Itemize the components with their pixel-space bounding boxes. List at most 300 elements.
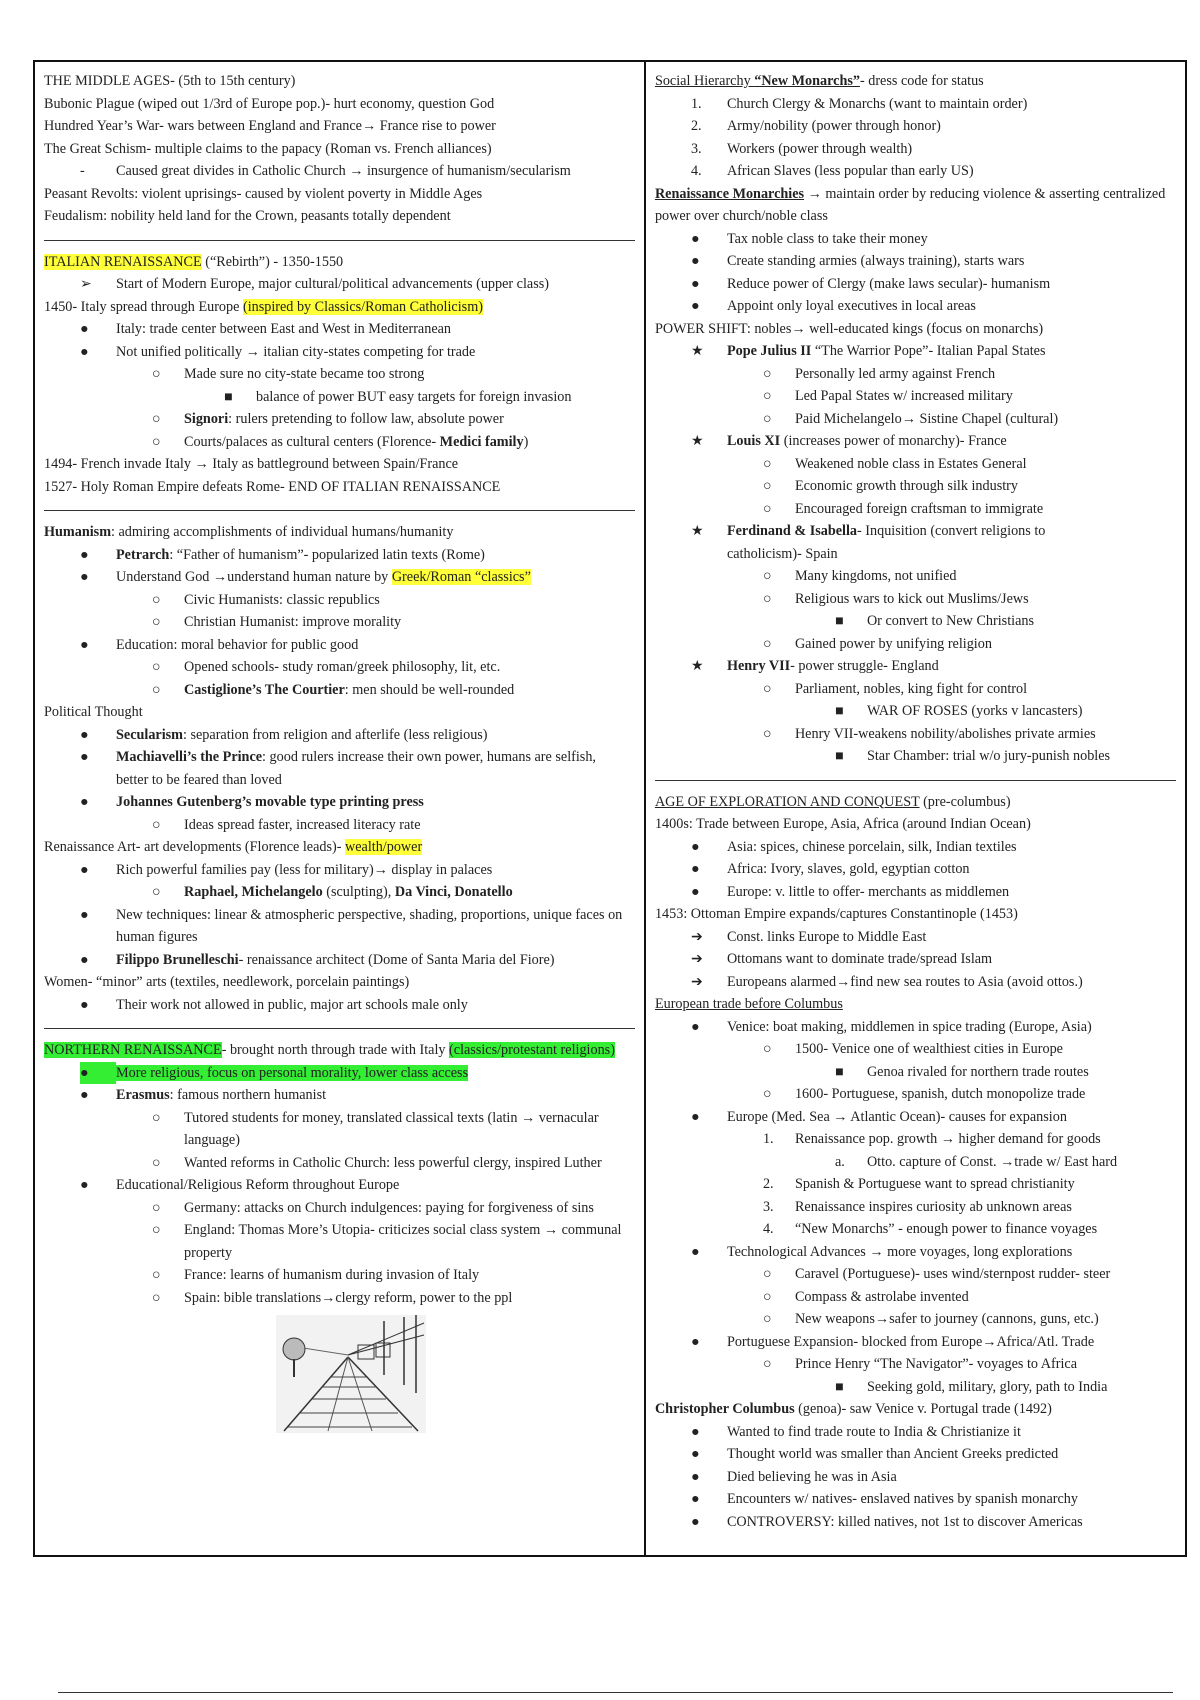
text-span: Filippo Brunelleschi [116,951,239,968]
left-column [35,62,646,1555]
list-item [655,453,1176,476]
text-span: Courts/palaces as cultural centers (Florence- [184,433,440,450]
text-span [184,408,635,431]
text-span: Europeans alarmed→find new sea routes to Asia (avoid ottos.) [726,973,1083,990]
list-item [44,994,635,1017]
text-span: Ottomans want to dominate trade/spread Islam [726,951,993,967]
text-span: AGE OF EXPLORATION AND CONQUEST [654,793,920,810]
list-item [655,1263,1176,1286]
bullet-marker: ● [80,749,89,765]
text-span: Caravel (Portuguese)- uses wind/sternpost rudder- steer [794,1266,1111,1282]
text-span [116,1062,635,1085]
bullet-marker: ○ [152,1267,161,1283]
list-item [655,678,1176,701]
text-span: Rich powerful families pay (less for military)→ display in palaces [116,861,493,878]
bullet-marker: ○ [152,411,161,427]
text-span: Not unified politically → italian city-states competing for trade [116,343,476,360]
text-span: Paid Michelangelo→ Sistine Chapel (cultural) [794,410,1059,427]
list-item [655,588,1176,611]
text-span: : admiring accomplishments of individual humans/humanity [111,524,454,540]
bullet-marker: a. [834,1153,845,1170]
text-span: Portuguese Expansion- blocked from Europe→Africa/Atl. Trade [726,1333,1095,1350]
text-span: Made sure no city-state became too strong [184,366,425,382]
text-span: Spanish & Portuguese want to spread christianity [794,1176,1075,1192]
humanism-title [44,521,635,544]
list-item [655,971,1176,994]
northern-title [44,1039,634,1062]
list-item [655,1151,1176,1174]
list-item [655,1398,1176,1421]
text-span: Army/nobility (power through honor) [726,118,941,134]
bullet-marker: ● [690,253,700,269]
text-span: Wanted reforms in Catholic Church: less powerful clergy, inspired Luther [184,1154,602,1171]
list-item [655,430,1176,453]
italian-title [44,251,635,274]
list-item [655,926,1176,949]
bullet-marker: ● [690,1423,700,1440]
arrow-marker: ➔ [690,951,703,967]
text-span: “New Monarchs” [754,73,860,89]
text-span [727,655,1176,678]
list-item [655,475,1176,498]
bullet-marker: ○ [762,635,772,652]
text-span: Christian Humanist: improve morality [184,614,402,630]
list-item [655,1106,1176,1129]
list-item [655,115,1176,138]
text-span: balance of power BUT easy targets for foreign invasion [256,388,572,405]
bullet-marker: ○ [762,455,772,472]
bullet-marker: ● [690,1513,700,1530]
list-item: Women- “minor” arts (textiles, needlework, porcelain paintings) [44,974,410,990]
list-item [655,1376,1176,1399]
bullet-marker: ○ [762,725,772,742]
text-span: wealth/power [344,839,423,855]
middle-ages-line: Peasant Revolts: violent uprisings- caused by violent poverty in Middle Ages [44,185,483,202]
list-item [655,655,1176,678]
text-span: Workers (power through wealth) [726,140,913,157]
text-span: Renaissance Monarchies [654,185,805,202]
section-divider [44,1028,635,1029]
bullet-marker: ○ [762,1356,772,1372]
list-item [44,634,635,657]
bullet-marker: ○ [152,591,161,608]
text-span [116,566,635,589]
text-span: (classics/protestant religions) [449,1042,615,1058]
text-span: Secularism [116,726,183,743]
bullet-marker: ■ [834,1378,844,1395]
text-span: Compass & astrolabe invented [794,1288,969,1305]
subheading: European trade before Columbus [654,996,843,1012]
notes-sheet [33,60,1187,1557]
text-span: Encouraged foreign craftsman to immigrate [794,500,1044,517]
text-span: Tutored students for money, translated classical texts (latin → vernacular language) [184,1109,599,1148]
text-span: Died believing he was in Asia [726,1468,897,1485]
list-item [44,1287,635,1310]
text-span: : men should be well-rounded [344,681,515,698]
text-span: Castiglione’s The Courtier [184,681,345,698]
list-item [44,589,635,612]
text-span: ) [523,433,529,450]
text-span: Seeking gold, military, glory, path to India [866,1378,1108,1395]
list-item [655,385,1176,408]
section-divider [655,780,1176,781]
text-span: Opened schools- study roman/greek philosophy, lit, etc. [184,659,501,675]
bullet-marker: ○ [152,433,161,450]
bullet-marker: ○ [762,410,772,427]
bullet-marker: ● [690,838,700,855]
bullet-marker: ○ [152,884,161,900]
text-span: Medici family [439,433,524,450]
middle-ages-line: Bubonic Plague (wiped out 1/3rd of Europe pop.)- hurt economy, question God [44,95,495,112]
list-item [655,498,1176,521]
perspective-sketch-image [276,1315,426,1433]
middle-ages-line: Feudalism: nobility held land for the Crown, peasants totally dependent [44,208,451,224]
text-span: (sculpting), [322,884,395,900]
bullet-marker: ● [690,1108,700,1125]
list-item [655,610,1176,633]
list-item [44,1264,635,1287]
bullet-marker: ○ [762,1288,772,1305]
list-item [44,679,635,702]
section-divider [44,510,635,511]
text-span: Renaissance pop. growth → higher demand for goods [794,1131,1101,1147]
text-span: Education: moral behavior for public good [116,636,359,653]
bullet-marker: ○ [762,478,772,494]
list-item [44,836,635,859]
list-item [44,814,635,837]
list-item [44,1197,646,1220]
list-item [655,1308,1176,1331]
monarchies-title [655,183,1175,228]
text-span: Religious wars to kick out Muslims/Jews [794,590,1029,607]
list-item [655,363,1176,386]
text-span: Weakened noble class in Estates General [794,455,1027,472]
list-item [655,858,1176,881]
text-span: African Slaves (less popular than early US) [726,163,974,179]
list-item [655,881,1176,904]
list-item [655,1286,1176,1309]
text-span: Reduce power of Clergy (make laws secular)- humanism [726,275,1051,292]
text-span: Henry VII-weakens nobility/abolishes private armies [794,725,1096,742]
list-item [44,544,635,567]
text-span: Signori [184,411,229,427]
list-item [655,948,1176,971]
section-divider [44,240,635,241]
bullet-marker: 2. [690,118,702,134]
list-item: 1494- French invade Italy → Italy as battleground between Spain/France [44,456,459,472]
text-span: - Inquisition (convert religions to catholicism)- Spain [726,523,1046,562]
text-span: Humanism [44,524,112,540]
hierarchy-title [655,70,1176,93]
bullet-marker: ● [80,1087,89,1103]
text-span [184,431,635,454]
list-item [44,1084,635,1107]
text-span: Church Clergy & Monarchs (want to maintain order) [726,95,1028,112]
bullet-marker: 4. [690,163,702,179]
bullet-marker: ● [80,321,89,337]
text-span: Or convert to New Christians [866,613,1035,629]
text-span: Germany: attacks on Church indulgences: paying for forgiveness of sins [184,1199,594,1216]
text-span: : separation from religion and afterlife (less religious) [183,726,488,743]
list-item [44,1174,635,1197]
list-item [655,565,1176,588]
bullet-marker: ○ [152,1109,161,1126]
list-item [44,160,635,183]
list-item [44,791,635,814]
text-span: Otto. capture of Const. →trade w/ East hard [866,1153,1118,1170]
text-span: ITALIAN RENAISSANCE [44,253,202,270]
list-item [44,724,635,747]
text-span: Encounters w/ natives- enslaved natives by spanish monarchy [726,1491,1078,1507]
bullet-marker: ○ [152,1222,161,1238]
bullet-marker: ● [80,546,89,563]
text-span [727,430,1176,453]
list-item [655,1353,1176,1376]
list-item [655,1511,1176,1534]
star-marker: ★ [690,343,704,359]
bullet-marker: ■ [224,388,233,405]
bullet-marker: ■ [834,703,844,719]
list-item [655,160,1176,183]
text-span [116,1084,635,1107]
bullet-marker: ■ [834,1063,844,1080]
text-span: Venice: boat making, middlemen in spice trading (Europe, Asia) [726,1018,1092,1035]
list-item: 1453: Ottoman Empire expands/captures Constantinople (1453) [654,906,1018,922]
arrow-marker: ➔ [690,973,703,990]
bullet-marker: ● [690,861,700,877]
list-item [655,340,1176,363]
text-span: Europe: v. little to offer- merchants as middlemen [726,883,1010,900]
text-span: Star Chamber: trial w/o jury-punish nobles [866,748,1111,764]
bullet-marker: ○ [152,1154,161,1171]
text-span: Social Hierarchy [654,73,755,89]
text-span: Led Papal States w/ increased military [794,388,1013,404]
list-item: POWER SHIFT: nobles→ well-educated kings (focus on monarchs) [654,320,1044,337]
bullet-marker: ○ [152,614,161,630]
bullet-marker: 1. [762,1131,774,1147]
text-span: Spain: bible translations→clergy reform, power to the ppl [184,1289,513,1306]
bullet-marker: ○ [762,500,772,517]
list-item [655,228,1176,251]
list-item [44,408,635,431]
text-span: Technological Advances → more voyages, long explorations [726,1243,1073,1260]
text-span: Ferdinand & Isabella [726,523,858,539]
text-span: “The Warrior Pope”- Italian Papal States [811,343,1046,359]
middle-ages-title: THE MIDDLE AGES- (5th to 15th century) [44,73,296,89]
text-span: New weapons→safer to journey (cannons, guns, etc.) [794,1311,1099,1327]
list-item [44,566,635,589]
star-marker: ★ [690,523,704,539]
text-span: (inspired by Classics/Roman Catholicism) [242,298,483,315]
bullet-marker: ● [690,1468,700,1485]
text-span: - brought north through trade with Italy [221,1042,450,1058]
text-span: → maintain order by reducing violence & asserting centralized power over church/noble class [654,185,1166,224]
star-marker: ★ [690,433,704,449]
text-span: Parliament, nobles, king fight for control [794,680,1028,697]
text-span: Understand God →understand human nature by [116,569,392,585]
text-span: Tax noble class to take their money [726,230,928,247]
list-item [655,1173,1176,1196]
bullet-marker: ● [690,230,700,247]
bullet-marker: ● [690,298,700,314]
text-span: Gained power by unifying religion [794,635,992,652]
bullet-marker: ○ [152,366,161,382]
bullet-marker: ● [80,906,89,923]
text-span [655,73,860,89]
list-item [655,1083,1176,1106]
text-span: Renaissance Art- art developments (Florence leads)- [44,839,345,855]
list-item [655,723,1176,746]
text-span [184,881,635,904]
bullet-marker: ■ [834,613,844,629]
text-span: Appoint only loyal executives in local areas [726,298,976,314]
text-span [184,679,635,702]
text-span: Europe (Med. Sea → Atlantic Ocean)- causes for expansion [726,1108,1067,1125]
bullet-marker: ○ [762,590,772,607]
text-span [116,544,635,567]
list-item [44,656,635,679]
list-item [44,859,635,882]
text-span: Thought world was smaller than Ancient Greeks predicted [726,1446,1059,1462]
text-span: - dress code for status [859,73,984,89]
bullet-marker: ● [690,1491,700,1507]
bullet-marker: ● [80,951,89,968]
text-span [727,340,1176,363]
bullet-marker: ○ [762,1086,772,1102]
bullet-marker: ○ [152,659,161,675]
bullet-marker: 2. [762,1176,774,1192]
bullet-marker: ● [80,861,89,878]
bullet-marker: ● [80,569,89,585]
list-item [44,363,635,386]
list-item [655,700,1176,723]
list-item [44,746,600,791]
list-item [655,745,1176,768]
list-item [655,273,1176,296]
bullet-marker: ○ [762,568,772,584]
bullet-marker: ○ [762,388,772,404]
text-span: Johannes Gutenberg’s movable type printing press [116,794,424,810]
text-span: Da Vinci, Donatello [394,884,513,900]
text-span: : famous northern humanist [169,1087,327,1103]
text-span [116,949,635,972]
list-item [655,836,1176,859]
text-span: : good rulers increase their own power, humans are selfish, better to be feared than loved [116,749,596,788]
bullet-marker: ○ [762,680,772,697]
bullet-marker: ● [80,726,89,743]
list-item [655,295,1176,318]
subheading: Political Thought [44,704,143,720]
bullet-marker: ● [690,1243,700,1260]
list-item [655,1128,1176,1151]
middle-ages-line: Hundred Year’s War- wars between England and France→ France rise to power [44,118,496,134]
bullet-marker: 3. [690,140,702,157]
list-item [44,904,640,949]
list-item [44,431,635,454]
list-item [44,386,635,409]
text-span: Pope Julius II [726,343,812,359]
text-span: Their work not allowed in public, major art schools male only [116,996,468,1013]
text-span: Civic Humanists: classic republics [184,591,380,608]
list-item [44,1152,646,1175]
text-span: Genoa rivaled for northern trade routes [866,1063,1089,1080]
list-item [44,1062,635,1085]
text-span: - power struggle- England [790,658,939,674]
text-span: Greek/Roman “classics” [391,569,531,585]
text-span: (“Rebirth”) - 1350-1550 [201,253,344,270]
exploration-title [655,791,1176,814]
bullet-marker: ○ [152,1199,161,1216]
list-item [655,1331,1176,1354]
text-span: Caused great divides in Catholic Church → insurgence of humanism/secularism [116,163,571,179]
star-marker: ★ [690,658,704,674]
list-item [44,318,635,341]
list-item [655,1241,1176,1264]
text-span: CONTROVERSY: killed natives, not 1st to discover Americas [726,1513,1083,1530]
text-span: Italy: trade center between East and West in Mediterranean [116,321,452,337]
text-span: Africa: Ivory, slaves, gold, egyptian cotton [726,861,970,877]
bullet-marker: ○ [762,1311,772,1327]
list-item [655,1443,1176,1466]
bullet-marker: ● [80,1177,89,1193]
text-span: Henry VII [726,658,791,674]
list-item [655,1218,1176,1241]
list-item [655,1488,1176,1511]
list-item [655,1196,1176,1219]
bullet-marker: ● [690,1446,700,1462]
bullet-marker: ● [690,1333,700,1350]
bullet-marker: ● [690,1018,700,1035]
text-span: Asia: spices, chinese porcelain, silk, Indian textiles [726,838,1017,855]
text-span: France: learns of humanism during invasion of Italy [184,1267,480,1283]
text-span: (pre-columbus) [919,793,1011,810]
bullet-marker: ○ [762,1266,772,1282]
text-span: NORTHERN RENAISSANCE [44,1042,222,1058]
bullet-marker: ○ [152,681,161,698]
list-item [655,1016,1176,1039]
text-span: Raphael, Michelangelo [184,884,323,900]
text-span: WAR OF ROSES (yorks v lancasters) [866,703,1083,719]
text-span: Machiavelli’s the Prince [116,749,263,765]
text-span [116,724,635,747]
bullet-marker: 4. [762,1221,774,1237]
middle-ages-line: The Great Schism- multiple claims to the papacy (Roman vs. French alliances) [44,140,492,157]
text-span: 1450- Italy spread through Europe [44,298,243,315]
text-span: Louis XI [726,433,781,449]
text-span: More religious, focus on personal morality, lower class access [116,1064,469,1081]
list-item [655,250,1176,273]
list-item [655,1421,1176,1444]
bullet-marker: ■ [834,748,844,764]
bullet-marker: 1. [690,95,702,112]
text-span: 1500- Venice one of wealthiest cities in Europe [794,1041,1063,1057]
list-item [655,1466,1176,1489]
list-item [655,138,1176,161]
list-item [44,949,635,972]
text-span: Erasmus [116,1087,170,1103]
list-item [655,408,1176,431]
list-item [44,611,635,634]
page-bottom-rule [58,1692,1173,1693]
list-item [655,633,1176,656]
list-item: 1400s: Trade between Europe, Asia, Africa (around Indian Ocean) [654,816,1031,832]
text-span: “New Monarchs” - enough power to finance voyages [794,1221,1098,1237]
text-span: Economic growth through silk industry [794,478,1018,494]
bullet-marker: ● [80,343,89,360]
text-span [727,520,1121,565]
text-span: : “Father of humanism”- popularized latin texts (Rome) [169,546,485,563]
text-span: (increases power of monarchy)- France [780,433,1007,449]
